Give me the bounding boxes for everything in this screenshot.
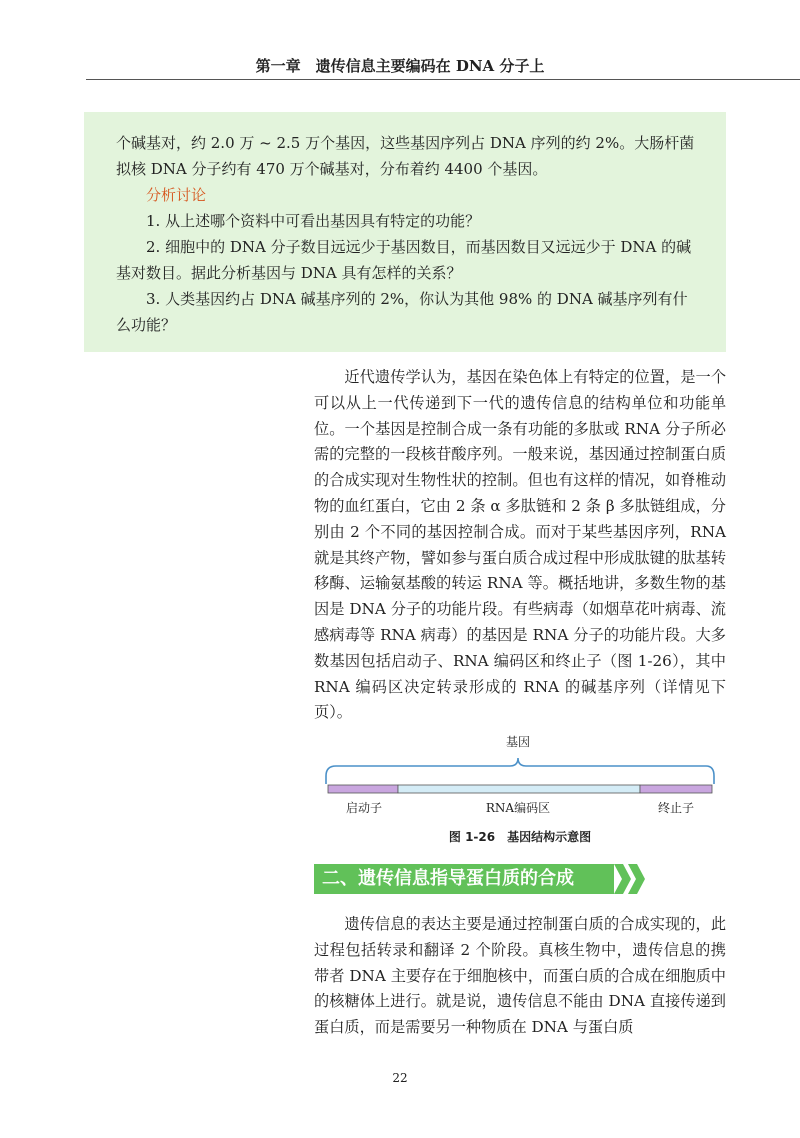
coding-segment — [398, 785, 640, 793]
page-number: 22 — [392, 1071, 408, 1085]
materials-intro-text: 个碱基对，约 2.0 万 ~ 2.5 万个基因，这些基因序列占 DNA 序列的约 2%。大肠杆菌拟核 DNA 分子约有 470 万个碱基对，分布着约 4400 个基因。 — [116, 134, 695, 178]
question-1: 1. 从上述哪个资料中可看出基因具有特定的功能？ — [146, 212, 481, 230]
section-title: 二、遗传信息指导蛋白质的合成 — [322, 868, 574, 889]
section-paragraph: 遗传信息的表达主要是通过控制蛋白质的合成实现的，此过程包括转录和翻译 2 个阶段。真核生物中，遗传信息的携带者 DNA 主要存在于细胞核中，而蛋白质的合成在细胞质中的核糖体上进行。就是说，遗传信息不能由 DNA 直接传递到蛋白质，而是需要另一种物质在 DNA 与蛋白质 — [314, 915, 726, 1037]
body-paragraph: 近代遗传学认为，基因在染色体上有特定的位置，是一个可以从上一代传递到下一代的遗传信息的结构单位和功能单位。一个基因是控制合成一条有功能的多肽或 RNA 分子所必需的完整的一段核苷酸序列。一般来说，基因通过控制蛋白质的合成实现对生物性状的控制。但也有这样的情况，如脊椎动物的血红蛋白，它由 2 条 α 多肽链和 2 条 β 多肽链组成，分别由 2 个不同的基因控制合成。而对于某些基因序列，RNA 就是其终产物，譬如参与蛋白质合成过程中形成肽键的肽基转移酶、运输氨基酸的转运 RNA 等。概括地讲，多数生物的基因是 DNA 分子的功能片段。有些病毒（如烟草花叶病毒、流感病毒等 RNA 病毒）的基因是 RNA 分子的功能片段。大多数基因包括启动子、RNA 编码区和终止子（图 1-26），其中 RNA 编码区决定转录形成的 RNA 的碱基序列（详情见下页）。 — [314, 368, 726, 722]
terminator-label: 终止子 — [657, 801, 695, 815]
section-body-text — [314, 912, 726, 1041]
figure-caption: 图 1-26 基因结构示意图 — [448, 830, 592, 844]
materials-box — [84, 112, 726, 352]
gene-label: 基因 — [505, 735, 531, 749]
gene-structure-diagram — [320, 730, 720, 820]
body-text — [314, 365, 726, 726]
question-3: 3. 人类基因约占 DNA 碱基序列的 2%，你认为其他 98% 的 DNA 碱基序列有什么功能？ — [116, 290, 688, 334]
double-chevron-icon — [614, 864, 646, 894]
promoter-segment — [328, 785, 398, 793]
promoter-label: 启动子 — [345, 801, 383, 815]
analysis-heading: 分析讨论 — [146, 186, 207, 204]
header-rule — [86, 79, 800, 80]
chapter-header: 第一章 遗传信息主要编码在 DNA 分子上 — [255, 57, 545, 75]
gene-bracket — [326, 758, 714, 784]
terminator-segment — [640, 785, 712, 793]
question-2: 2. 细胞中的 DNA 分子数目远远少于基因数目，而基因数目又远远少于 DNA 的碱基对数目。据此分析基因与 DNA 具有怎样的关系？ — [116, 238, 692, 282]
coding-region-label: RNA编码区 — [485, 801, 551, 815]
